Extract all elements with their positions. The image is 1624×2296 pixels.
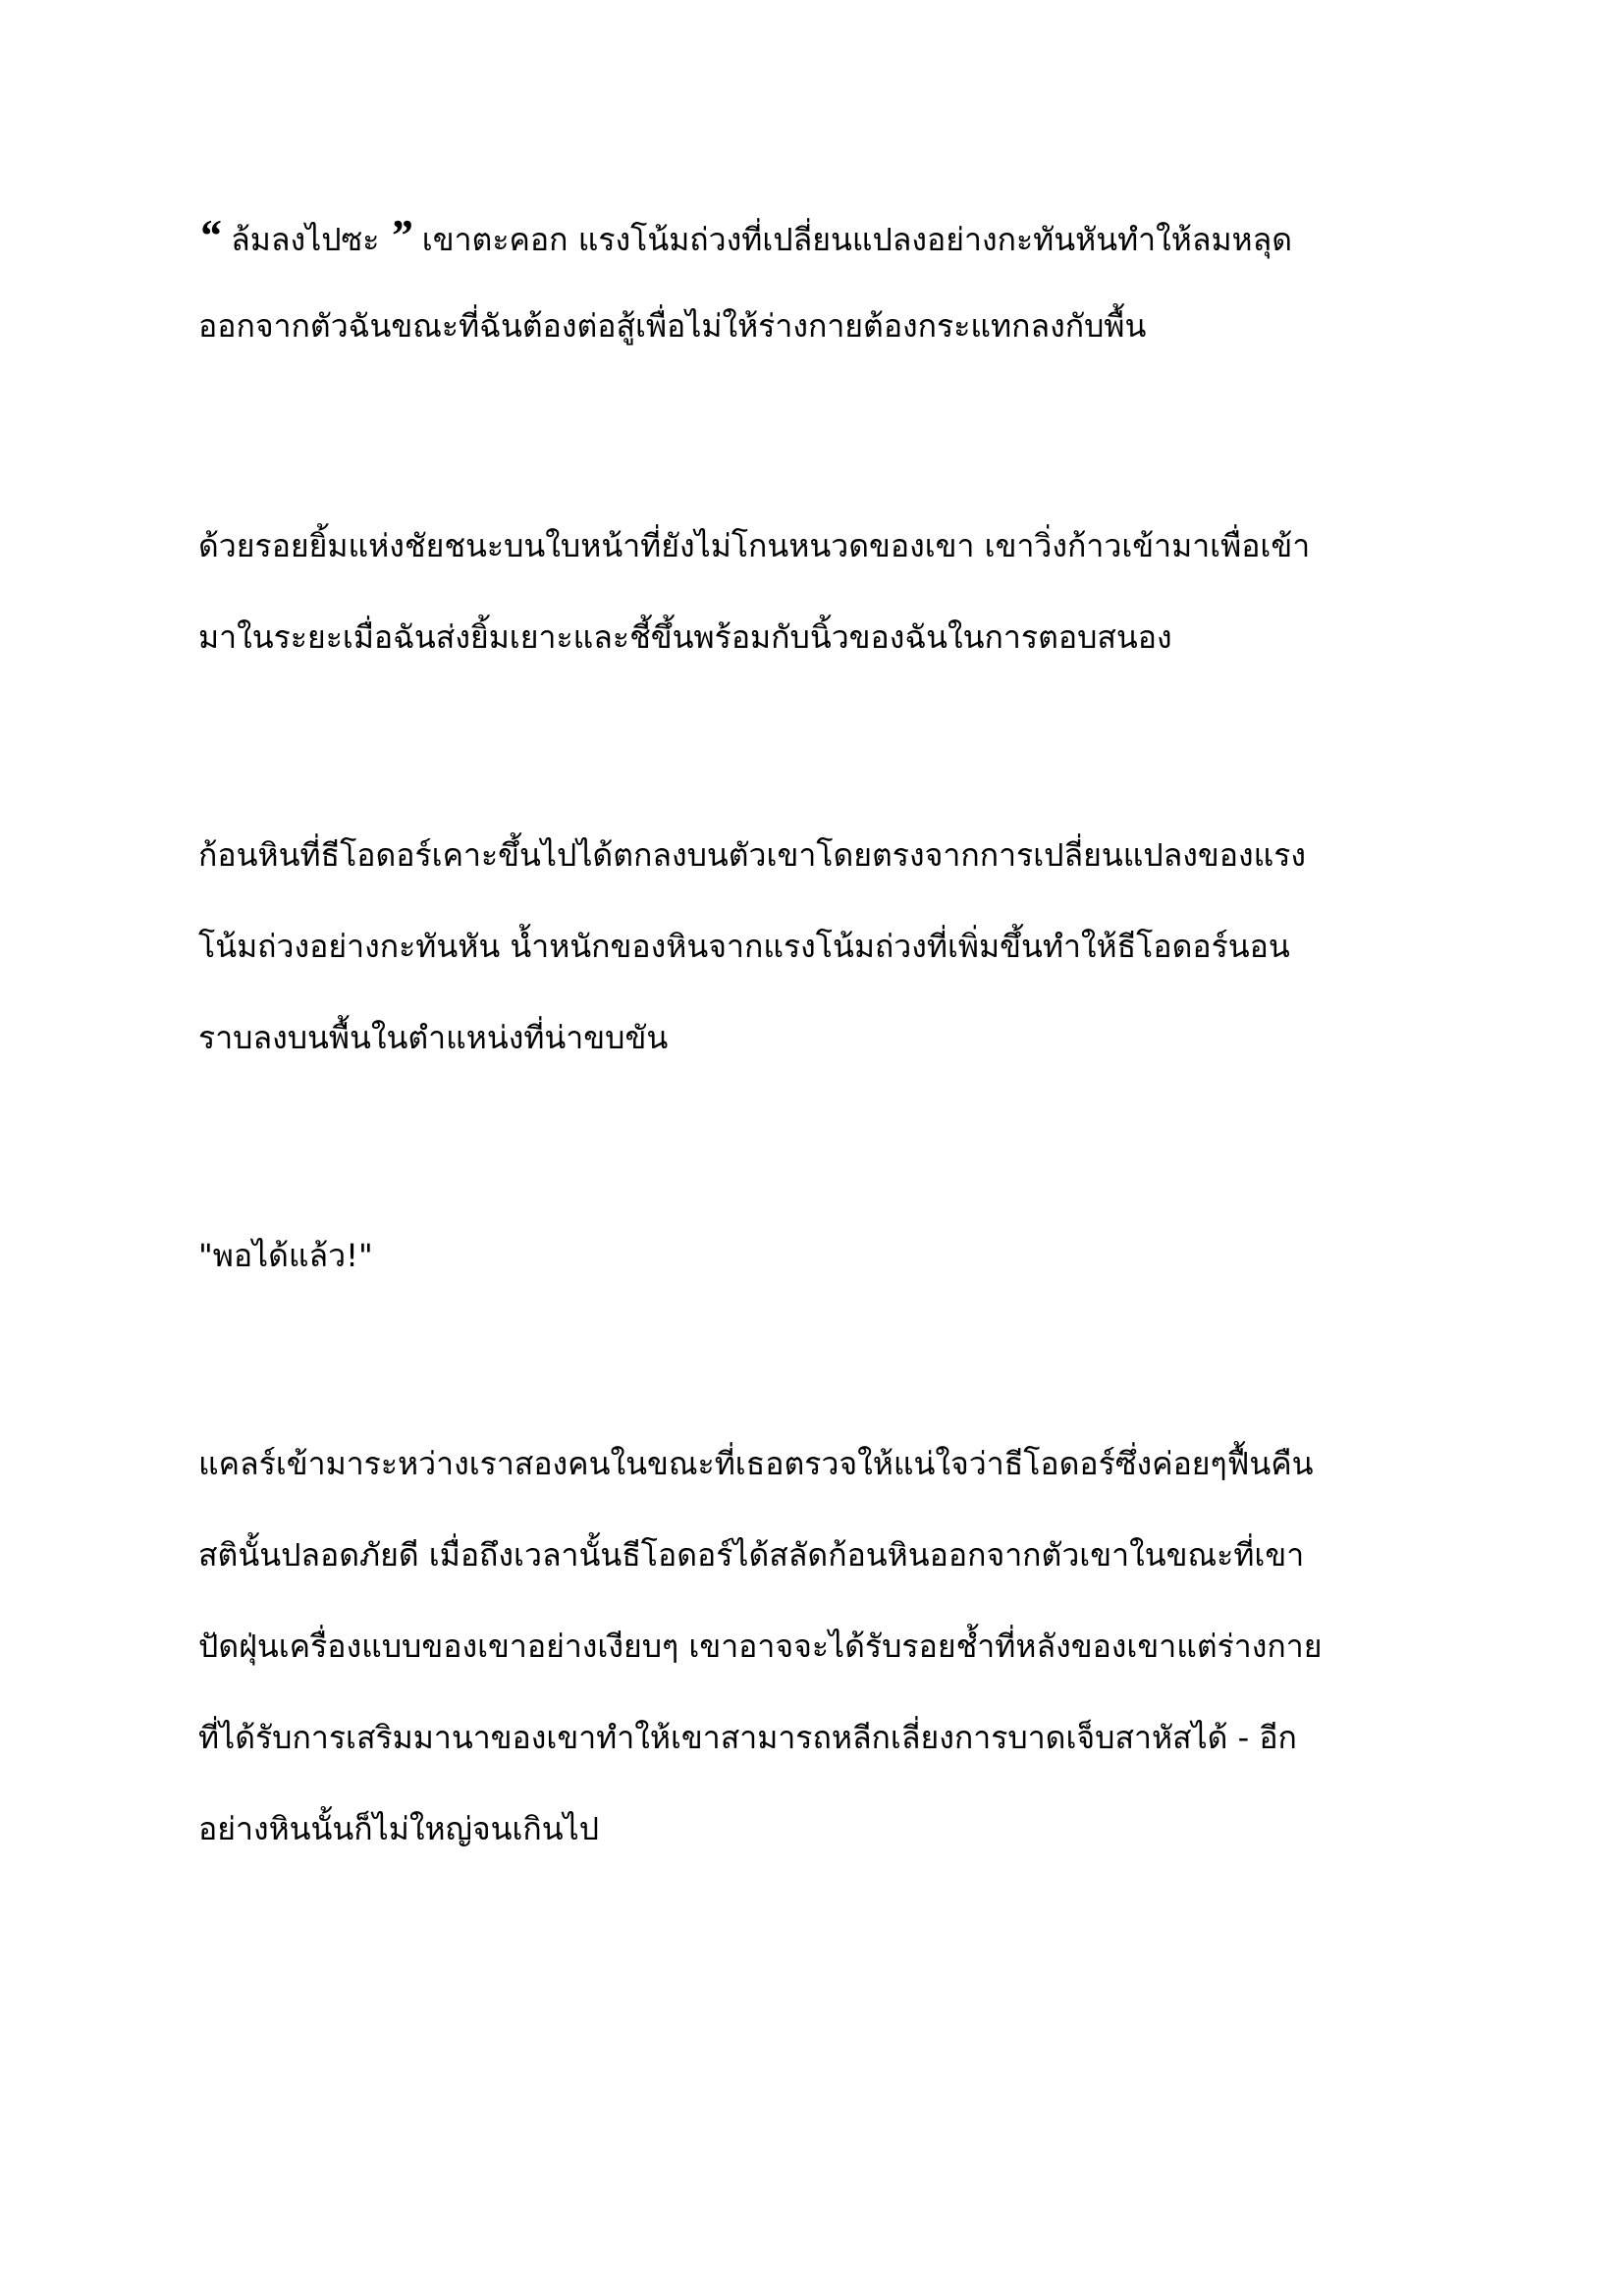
paragraph-line: ออกจากตัวฉันขณะที่ฉันต้องต่อสู้เพื่อไม่ให้ร่างกายต้องกระแทกลงกับพื้น <box>198 307 1147 345</box>
paragraph-line <box>198 189 1445 281</box>
paragraph-4 <box>198 1210 1445 1302</box>
paragraph-line: มาในระยะเมื่อฉันส่งยิ้มเยาะและชี้ขึ้นพร้อมกับนิ้วของฉันในการตอบสนอง <box>198 618 1172 656</box>
paragraph-2 <box>198 501 1445 683</box>
paragraph-line: ก้อนหินที่ธีโอดอร์เคาะขึ้นไปได้ตกลงบนตัวเขาโดยตรงจากการเปลี่ยนแปลงของแรง <box>198 836 1307 874</box>
line-text: เขาตะคอก แรงโน้มถ่วงที่เปลี่ยนแปลงอย่างกะทันหันทำให้ลมหลุด <box>411 221 1293 258</box>
paragraph-1 <box>198 189 1445 372</box>
paragraph-line: โน้มถ่วงอย่างกะทันหัน น้ำหนักของหินจากแรงโน้มถ่วงที่เพิ่มขึ้นทำให้ธีโอดอร์นอน <box>198 928 1290 965</box>
paragraph-line: สตินั้นปลอดภัยดี เมื่อถึงเวลานั้นธีโอดอร์ได้สลัดก้อนหินออกจากตัวเขาในขณะที่เขา <box>198 1536 1305 1574</box>
close-quote-mark: ” <box>389 210 412 260</box>
paragraph-line: "พอได้แล้ว!" <box>198 1237 373 1274</box>
paragraph-3 <box>198 810 1445 1084</box>
paragraph-line: ด้วยรอยยิ้มแห่งชัยชนะบนใบหน้าที่ยังไม่โกนหนวดของเขา เขาวิ่งก้าวเข้ามาเพื่อเข้า <box>198 527 1311 564</box>
paragraph-line: ปัดฝุ่นเครื่องแบบของเขาอย่างเงียบๆ เขาอาจจะได้รับรอยช้ำที่หลังของเขาแต่ร่างกาย <box>198 1628 1323 1665</box>
paragraph-line: ที่ได้รับการเสริมมานาของเขาทำให้เขาสามารถหลีกเลี่ยงการบาดเจ็บสาหัสได้ - อีก <box>198 1719 1297 1756</box>
paragraph-line: ราบลงบนพื้นในตำแหน่งที่น่าขบขัน <box>198 1019 669 1056</box>
paragraph-line: อย่างหินนั้นก็ไม่ใหญ่จนเกินไป <box>198 1810 600 1847</box>
paragraph-5 <box>198 1418 1445 1875</box>
quoted-speech: ล้มลงไปซะ <box>221 221 390 258</box>
open-quote-mark: “ <box>198 210 221 260</box>
paragraph-line: แคลร์เข้ามาระหว่างเราสองคนในขณะที่เธอตรวจให้แน่ใจว่าธีโอดอร์ซึ่งค่อยๆฟื้นคืน <box>198 1445 1314 1482</box>
